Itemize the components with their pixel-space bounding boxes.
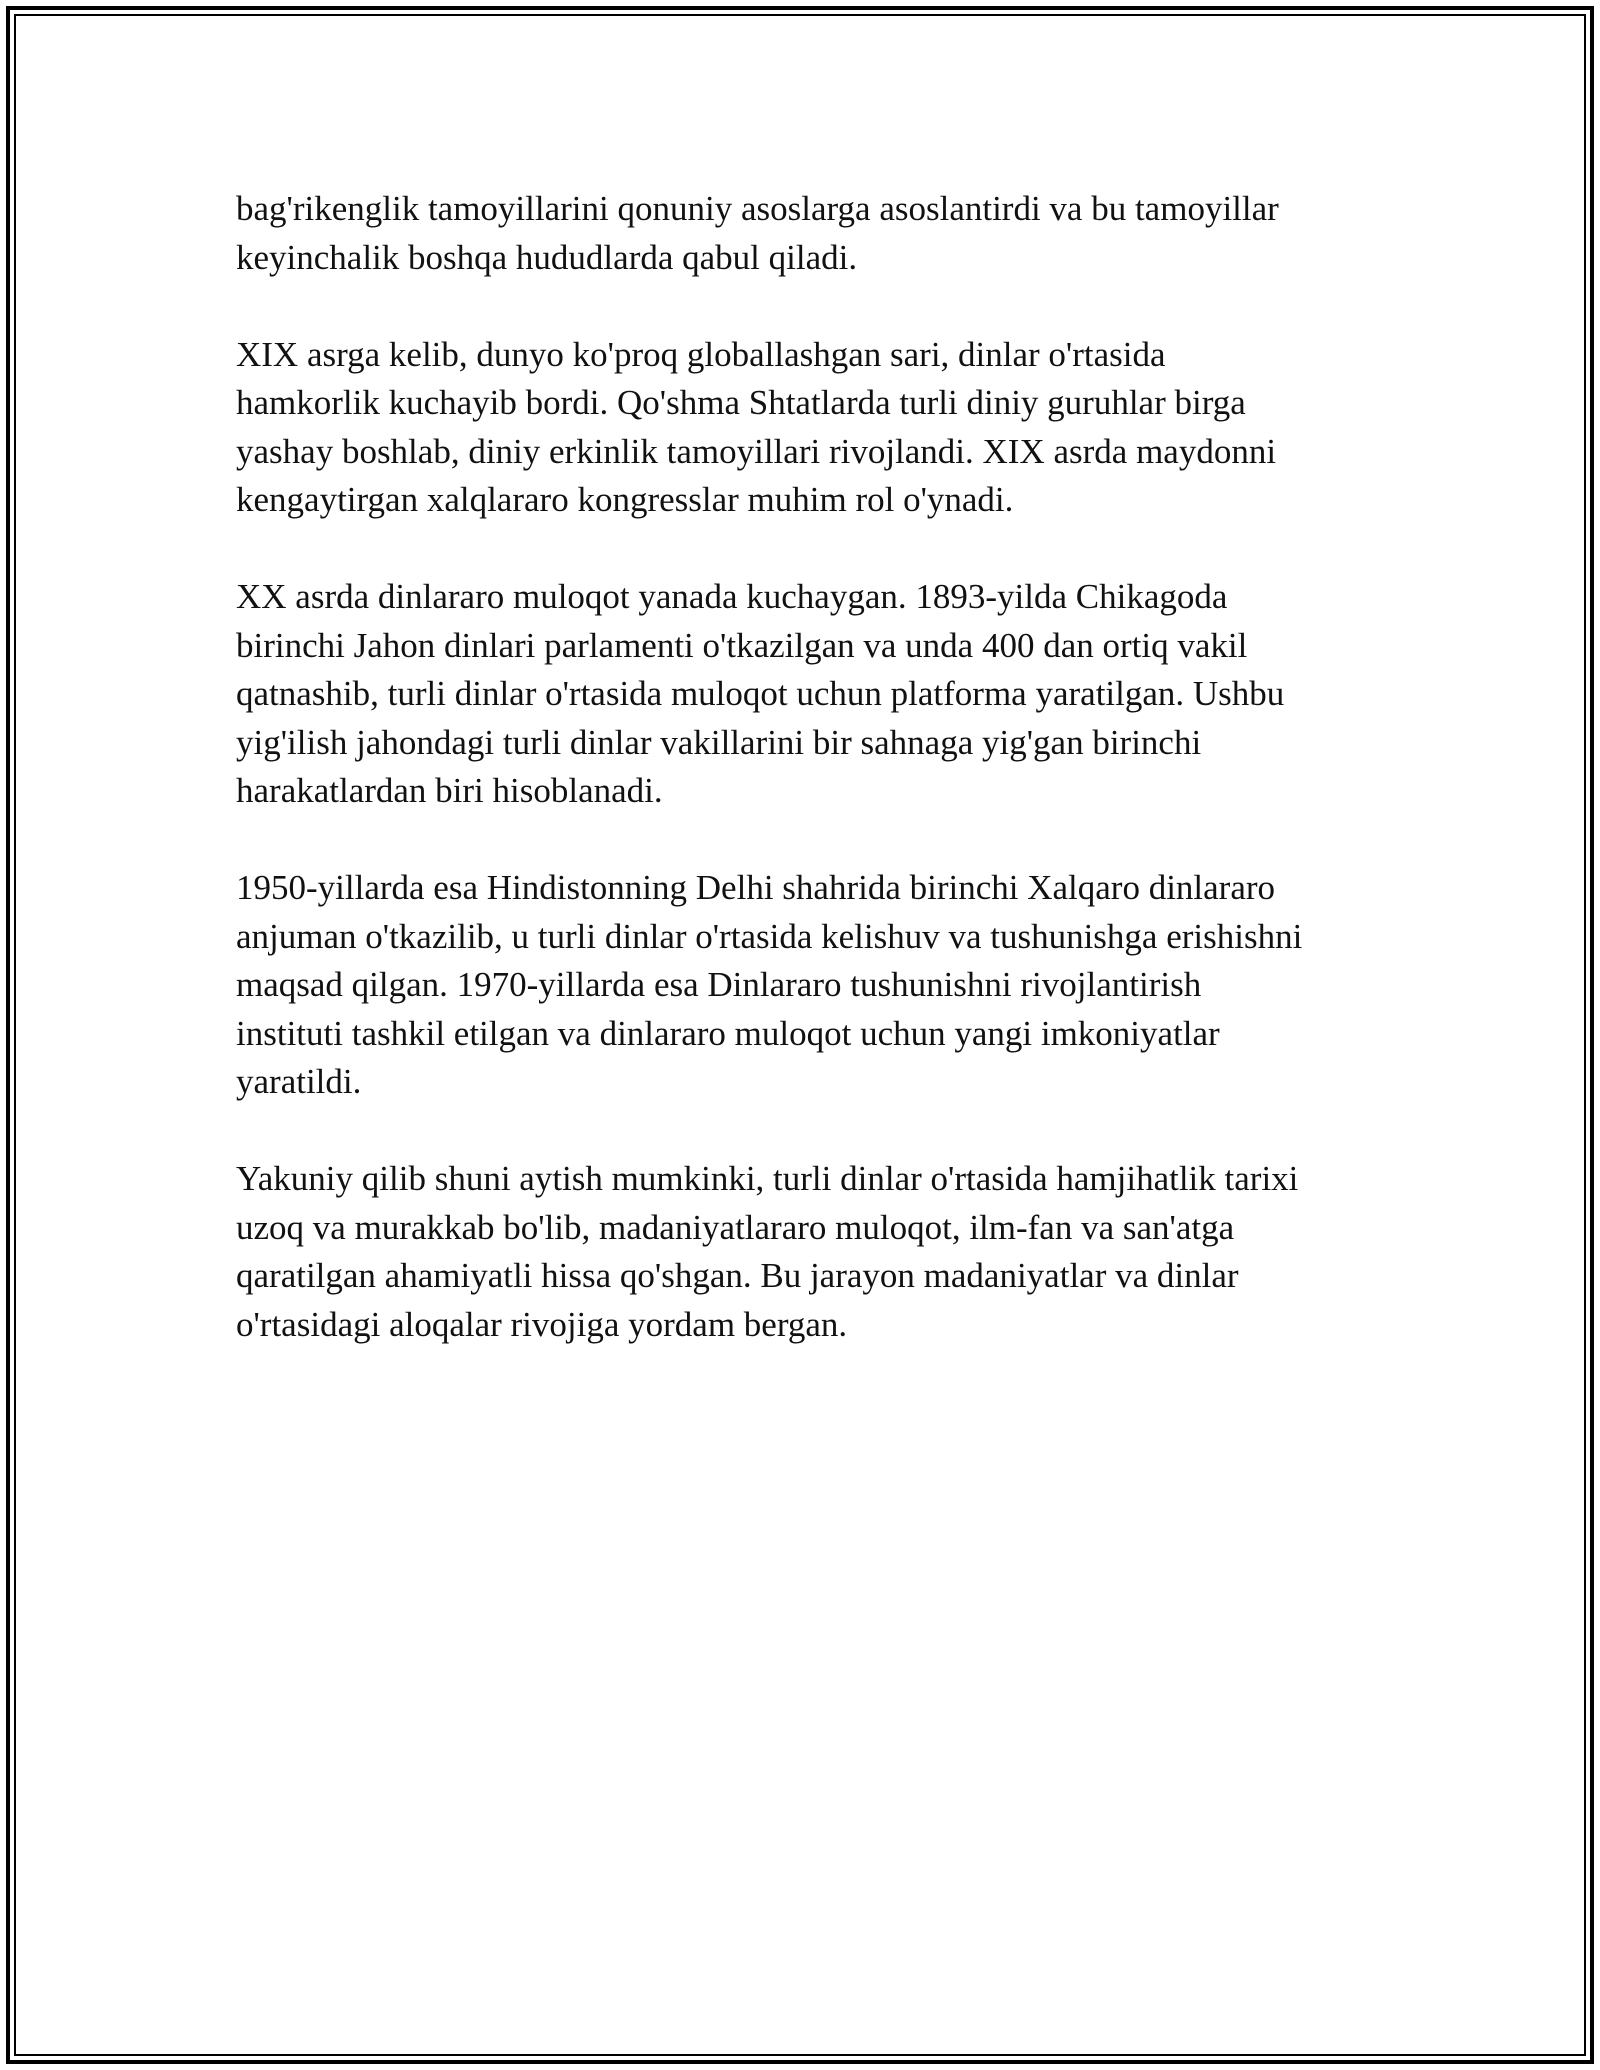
paragraph-5: Yakuniy qilib shuni aytish mumkinki, turli dinlar o'rtasida hamjihatlik tarixi uzoq va murakkab bo'lib, madaniyatlararo muloqot, ilm-fan va san'atga qaratilgan ahamiyatli hissa qo'shgan. Bu jarayon madaniyatlar va dinlar o'rtasidagi aloqalar rivojiga yordam bergan.	[236, 1159, 1299, 1344]
paragraph-1: bag'rikenglik tamoyillarini qonuniy asoslarga asoslantirdi va bu tamoyillar keyinchalik boshqa hududlarda qabul qiladi.	[236, 189, 1279, 277]
paragraph-3: XX asrda dinlararo muloqot yanada kuchaygan. 1893-yilda Chikagoda birinchi Jahon dinlari parlamenti o'tkazilgan va unda 400 dan ortiq vakil qatnashib, turli dinlar o'rtasida muloqot uchun platforma yaratilgan. Ushbu yig'ilish jahondagi turli dinlar vakillarini bir sahnaga yig'gan birinchi harakatlardan biri hisoblanadi.	[236, 577, 1285, 810]
paragraph-4: 1950-yillarda esa Hindistonning Delhi shahrida birinchi Xalqaro dinlararo anjuman o'tkazilib, u turli dinlar o'rtasida kelishuv va tushunishga erishishni maqsad qilgan. 1970-yillarda esa Dinlararo tushunishni rivojlantirish instituti tashkil etilgan va dinlararo muloqot uchun yangi imkoniyatlar yaratildi.	[236, 868, 1303, 1101]
document-body	[236, 185, 1376, 1398]
paragraph-2: XIX asrga kelib, dunyo ko'proq globallashgan sari, dinlar o'rtasida hamkorlik kuchayib bordi. Qo'shma Shtatlarda turli diniy guruhlar birga yashay boshlab, diniy erkinlik tamoyillari rivojlandi. XIX asrda maydonni kengaytirgan xalqlararo kongresslar muhim rol o'ynadi.	[236, 334, 1277, 519]
